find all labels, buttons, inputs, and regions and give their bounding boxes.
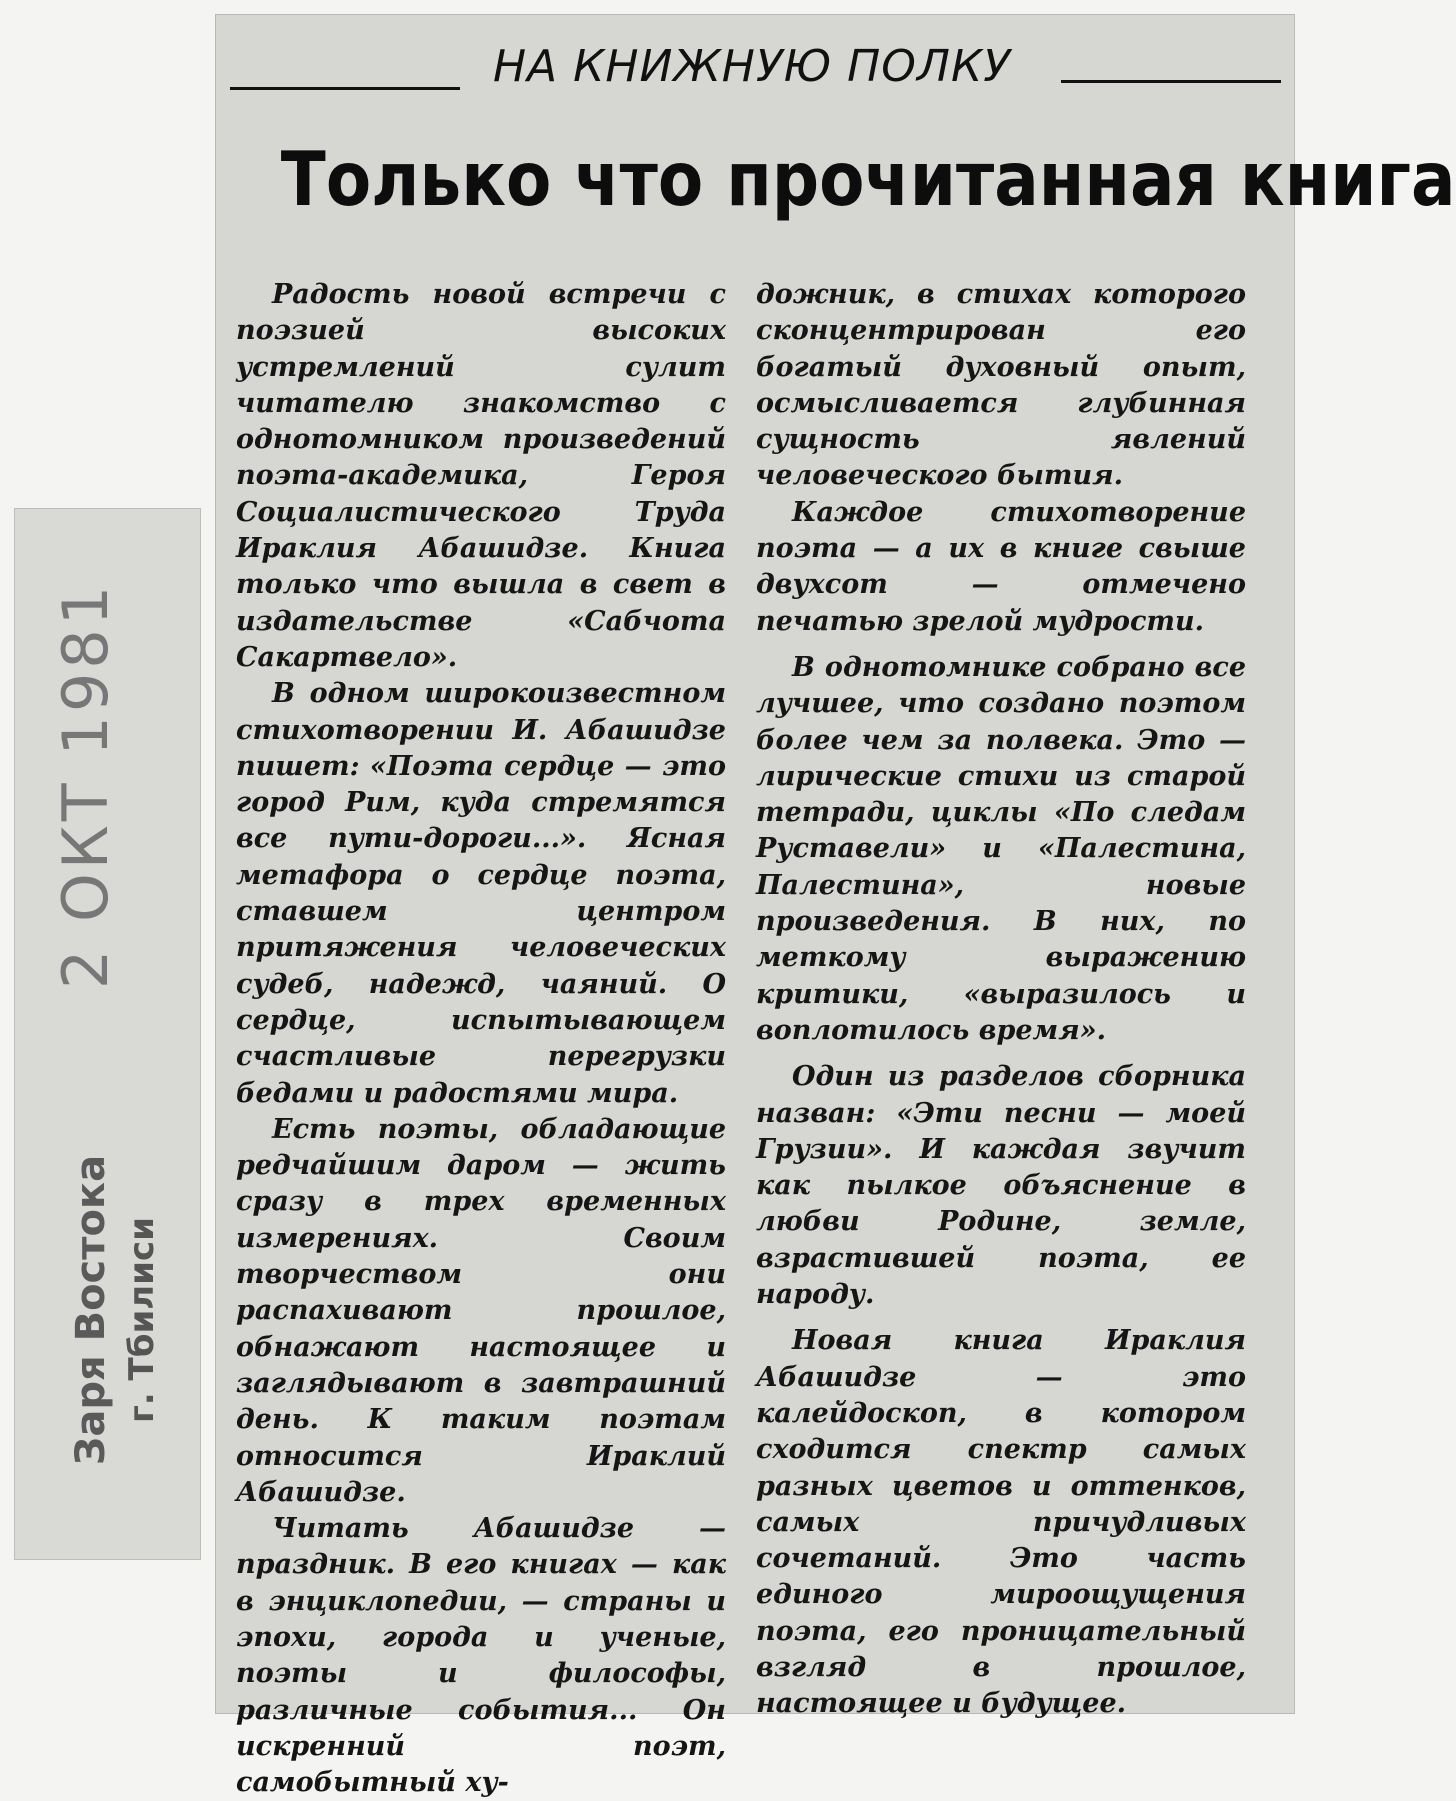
- article-column-right: [756, 277, 1246, 1723]
- paragraph: Новая книга Ираклия Абашидзе — это калейдоскоп, в котором сходится спектр самых разных цветов и оттенков, самых причудливых сочетаний. Это часть единого мироощущения поэта, его проницательный взгляд в прошлое, настоящее и будущее.: [756, 1325, 1246, 1720]
- paragraph: Читать Абашидзе — праздник. В его книгах — как в энциклопедии, — страны и эпохи, города и ученые, поэты и философы, различные события... Он искренний поэт, самобытный ху-: [236, 1513, 726, 1799]
- article-column-left: [236, 277, 726, 1801]
- newspaper-name-stamp: [62, 1110, 120, 1510]
- newspaper-clipping: [215, 14, 1456, 1799]
- paragraph: Есть поэты, обладающие редчайшим даром — жить сразу в трех временных измерениях. Своим творчеством они распахивают прошлое, обнажают настоящее и заглядывают в завтрашний день. К таким поэтам относится Ираклий Абашидзе.: [236, 1113, 726, 1508]
- paragraph: В однотомнике собрано все лучшее, что создано поэтом более чем за полвека. Это — лирические стихи из старой тетради, циклы «По следам Руставели» и «Палестина, Палестина», новые произведения. В них, по меткому выражению критики, «выразилось и воплотилось время».: [756, 651, 1246, 1046]
- paragraph: Один из разделов сборника назван: «Эти песни — моей Грузии». И каждая звучит как пылкое объяснение в любви Родине, земле, взрастившей поэта, ее народу.: [756, 1061, 1246, 1311]
- rubric-rule-left: [230, 87, 460, 90]
- paragraph: дожник, в стихах которого сконцентрирован его богатый духовный опыт, осмысливается глубинная сущность явлений человеческого бытия.: [756, 279, 1246, 492]
- city-stamp-text: г. Тбилиси: [122, 1217, 163, 1423]
- rubric-header: [216, 37, 1296, 97]
- city-stamp: [120, 1160, 164, 1480]
- paragraph: Каждое стихотворение поэта — а их в книге свыше двухсот — отмечено печатью зрелой мудрости.: [756, 496, 1246, 637]
- newspaper-name-text: Заря Востока: [68, 1154, 115, 1466]
- rubric-title: НА КНИЖНУЮ ПОЛКУ: [492, 41, 1012, 92]
- date-stamp-text: 2 ОКТ 1981: [49, 581, 123, 989]
- article-headline: Только что прочитанная книга: [280, 135, 1456, 223]
- date-stamp: [49, 581, 123, 989]
- rubric-rule-right: [1061, 80, 1281, 83]
- paragraph: В одном широкоизвестном стихотворении И. Абашидзе пишет: «Поэта сердце — это город Рим, куда стремятся все пути-дороги...». Ясная метафора о сердце поэта, ставшем центром притяжения человеческих судеб, надежд, чаяний. О сердце, испытывающем счастливые перегрузки бедами и радостями мира.: [236, 678, 726, 1109]
- paragraph: Радость новой встречи с поэзией высоких устремлений сулит читателю знакомство с однотомником произведений поэта-академика, Героя Социалистического Труда Ираклия Абашидзе. Книга только что вышла в свет в издательстве «Сабчота Сакартвело».: [236, 279, 726, 673]
